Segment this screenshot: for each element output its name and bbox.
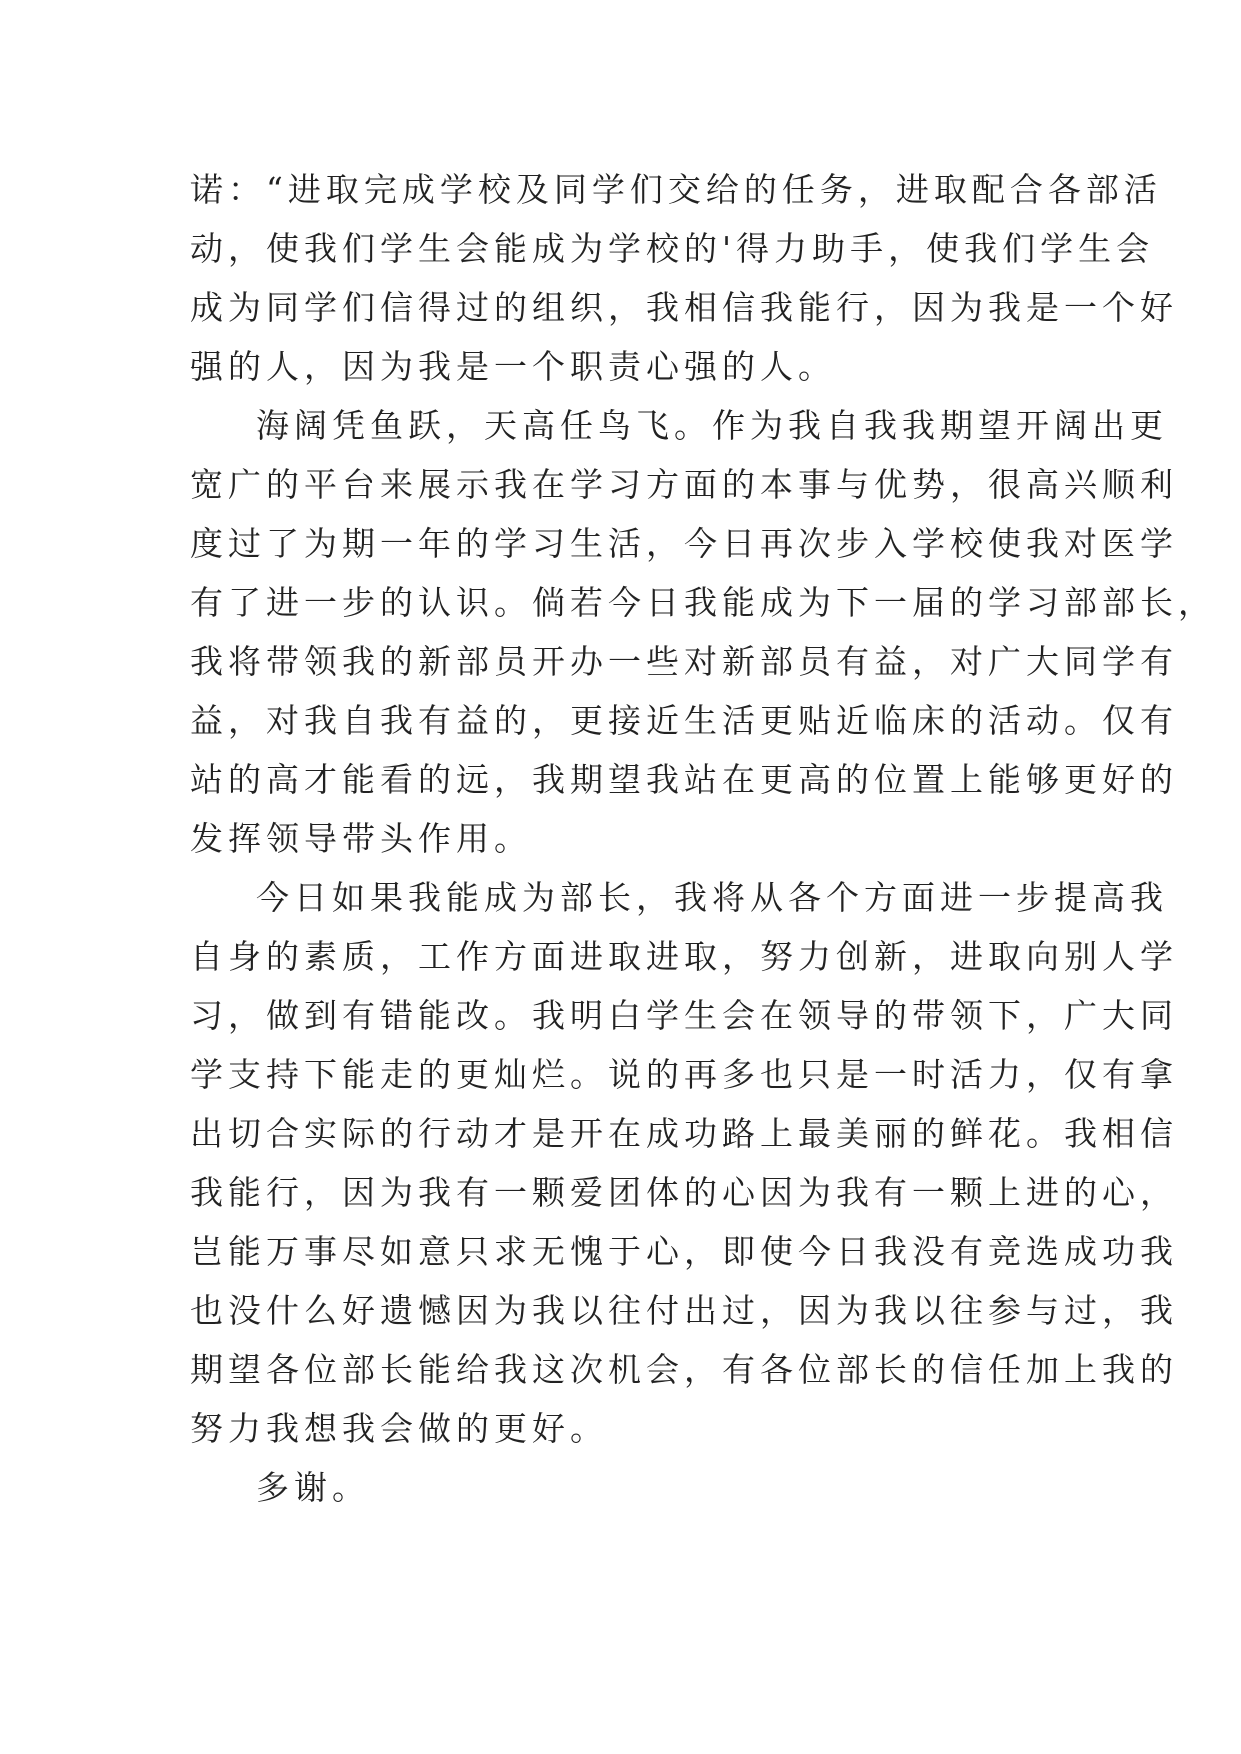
document-body: [190, 160, 1216, 1517]
paragraph-3-line-2: 自身的素质，工作方面进取进取，努力创新，进取向别人学: [190, 937, 1178, 976]
paragraph-3-line-3: 习，做到有错能改。我明白学生会在领导的带领下，广大同: [190, 996, 1178, 1035]
paragraph-2-line-7: 站的高才能看的远，我期望我站在更高的位置上能够更好的: [190, 760, 1178, 799]
paragraph-2-line-2: 宽广的平台来展示我在学习方面的本事与优势，很高兴顺利: [190, 465, 1178, 504]
paragraph-3-line-9: 期望各位部长能给我这次机会，有各位部长的信任加上我的: [190, 1350, 1178, 1389]
paragraph-4-line-1: 多谢。: [256, 1468, 370, 1507]
paragraph-1-line-1: 诺：“进取完成学校及同学们交给的任务，进取配合各部活: [190, 170, 1162, 209]
paragraph-2-line-8: 发挥领导带头作用。: [190, 819, 532, 858]
paragraph-2-line-3: 度过了为期一年的学习生活，今日再次步入学校使我对医学: [190, 524, 1178, 563]
paragraph-3-line-8: 也没什么好遗憾因为我以往付出过，因为我以往参与过，我: [190, 1291, 1178, 1330]
paragraph-3-line-6: 我能行，因为我有一颗爱团体的心因为我有一颗上进的心，: [190, 1173, 1178, 1212]
paragraph-3-line-4: 学支持下能走的更灿烂。说的再多也只是一时活力，仅有拿: [190, 1055, 1178, 1094]
paragraph-1-line-4: 强的人，因为我是一个职责心强的人。: [190, 347, 836, 386]
paragraph-3-line-10: 努力我想我会做的更好。: [190, 1409, 608, 1448]
paragraph-3-line-1: 今日如果我能成为部长，我将从各个方面进一步提高我: [256, 878, 1168, 917]
paragraph-3-line-5: 出切合实际的行动才是开在成功路上最美丽的鲜花。我相信: [190, 1114, 1178, 1153]
paragraph-1-line-3: 成为同学们信得过的组织，我相信我能行，因为我是一个好: [190, 288, 1178, 327]
paragraph-2-line-5: 我将带领我的新部员开办一些对新部员有益，对广大同学有: [190, 642, 1178, 681]
paragraph-3-line-7: 岂能万事尽如意只求无愧于心，即使今日我没有竞选成功我: [190, 1232, 1178, 1271]
paragraph-2-line-4: 有了进一步的认识。倘若今日我能成为下一届的学习部部长，: [190, 583, 1216, 622]
paragraph-2-line-1: 海阔凭鱼跃，天高任鸟飞。作为我自我我期望开阔出更: [256, 406, 1168, 445]
paragraph-2-line-6: 益，对我自我有益的，更接近生活更贴近临床的活动。仅有: [190, 701, 1178, 740]
paragraph-1-line-2: 动，使我们学生会能成为学校的'得力助手，使我们学生会: [190, 229, 1155, 268]
